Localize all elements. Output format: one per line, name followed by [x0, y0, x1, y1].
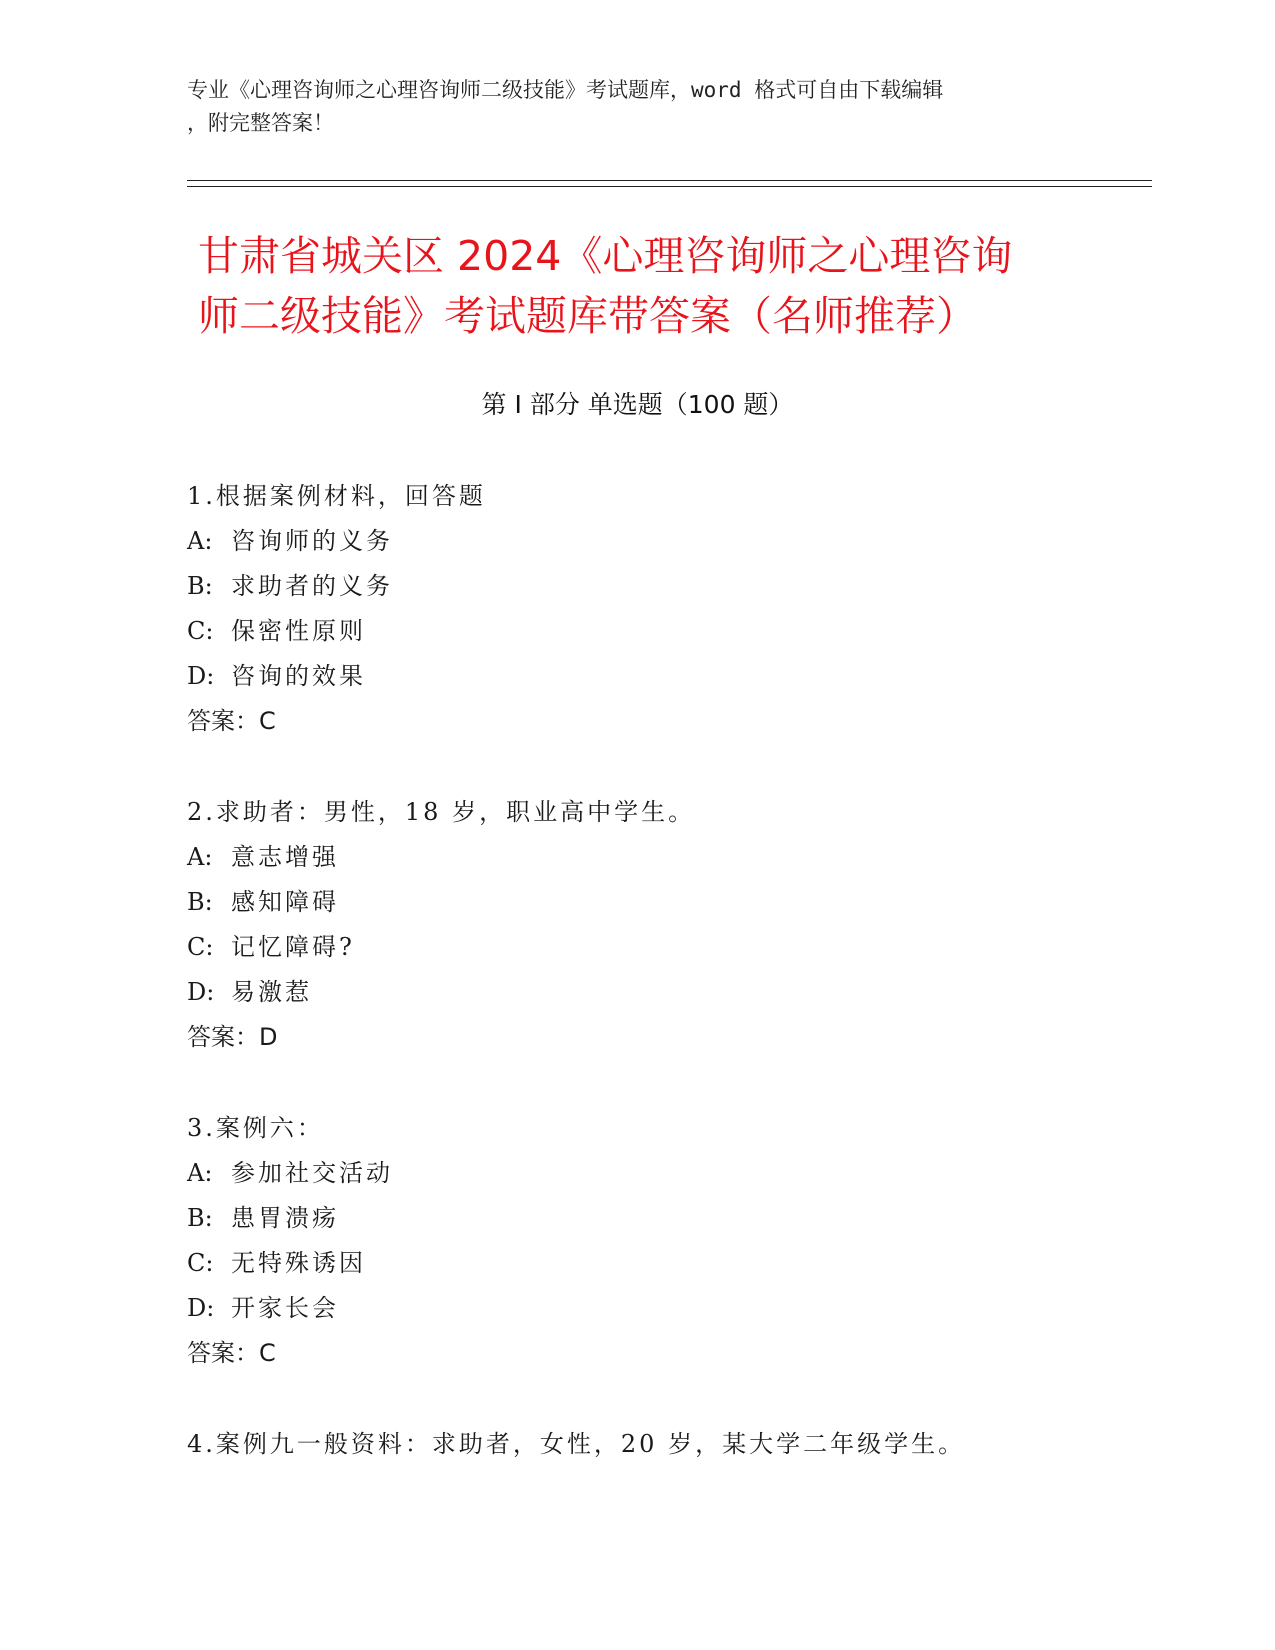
- option-text: 咨询师的义务: [231, 527, 393, 555]
- option-key: C:: [187, 617, 214, 645]
- header-note: [187, 74, 1087, 140]
- answer: 答案：C: [187, 707, 276, 735]
- document-title: [198, 226, 1098, 346]
- section-heading: 第 I 部分 单选题（100 题）: [481, 390, 794, 419]
- question-stem: 3.案例六：: [187, 1114, 324, 1142]
- option-text: 患胃溃疡: [231, 1204, 339, 1232]
- header-note-line-1: 专业《心理咨询师之心理咨询师二级技能》考试题库，word 格式可自由下载编辑: [187, 78, 944, 102]
- option-text: 参加社交活动: [231, 1159, 393, 1187]
- option-b: [187, 1196, 1147, 1241]
- question-4: [187, 1422, 1147, 1467]
- option-key: B:: [187, 1204, 213, 1232]
- option-key: D:: [187, 978, 215, 1006]
- option-key: B:: [187, 888, 213, 916]
- option-text: 保密性原则: [231, 617, 366, 645]
- option-c: [187, 1241, 1147, 1286]
- option-text: 感知障碍: [231, 888, 339, 916]
- option-a: [187, 835, 1147, 880]
- question-stem: 1.根据案例材料，回答题: [187, 482, 486, 510]
- option-b: [187, 880, 1147, 925]
- question-1: [187, 474, 1147, 744]
- option-key: A:: [187, 527, 213, 555]
- answer: 答案：C: [187, 1339, 276, 1367]
- option-d: [187, 970, 1147, 1015]
- document-title-line-2: 师二级技能》考试题库带答案（名师推荐）: [198, 292, 977, 340]
- header-note-line-2: ，附完整答案！: [187, 111, 334, 135]
- option-key: D:: [187, 1294, 215, 1322]
- option-c: [187, 609, 1147, 654]
- option-text: 咨询的效果: [231, 662, 366, 690]
- option-key: D:: [187, 662, 215, 690]
- question-stem: 4.案例九一般资料：求助者，女性，20 岁，某大学二年级学生。: [187, 1430, 966, 1458]
- option-text: 记忆障碍?: [231, 933, 355, 961]
- option-text: 求助者的义务: [231, 572, 393, 600]
- option-key: C:: [187, 933, 214, 961]
- option-key: C:: [187, 1249, 214, 1277]
- header-divider-top: [187, 180, 1152, 181]
- option-b: [187, 564, 1147, 609]
- option-d: [187, 1286, 1147, 1331]
- option-a: [187, 1151, 1147, 1196]
- question-3: [187, 1106, 1147, 1376]
- option-d: [187, 654, 1147, 699]
- option-text: 无特殊诱因: [231, 1249, 366, 1277]
- option-key: A:: [187, 843, 213, 871]
- option-c: [187, 925, 1147, 970]
- option-text: 易激惹: [231, 978, 312, 1006]
- question-stem: 2.求助者：男性，18 岁，职业高中学生。: [187, 798, 696, 826]
- option-text: 意志增强: [231, 843, 339, 871]
- question-2: [187, 790, 1147, 1060]
- option-key: B:: [187, 572, 213, 600]
- header-divider-bottom: [187, 186, 1152, 187]
- option-a: [187, 519, 1147, 564]
- document-title-line-1: 甘肃省城关区 2024《心理咨询师之心理咨询: [198, 232, 1013, 280]
- answer: 答案：D: [187, 1023, 278, 1051]
- option-key: A:: [187, 1159, 213, 1187]
- option-text: 开家长会: [231, 1294, 339, 1322]
- question-list: [187, 474, 1147, 1513]
